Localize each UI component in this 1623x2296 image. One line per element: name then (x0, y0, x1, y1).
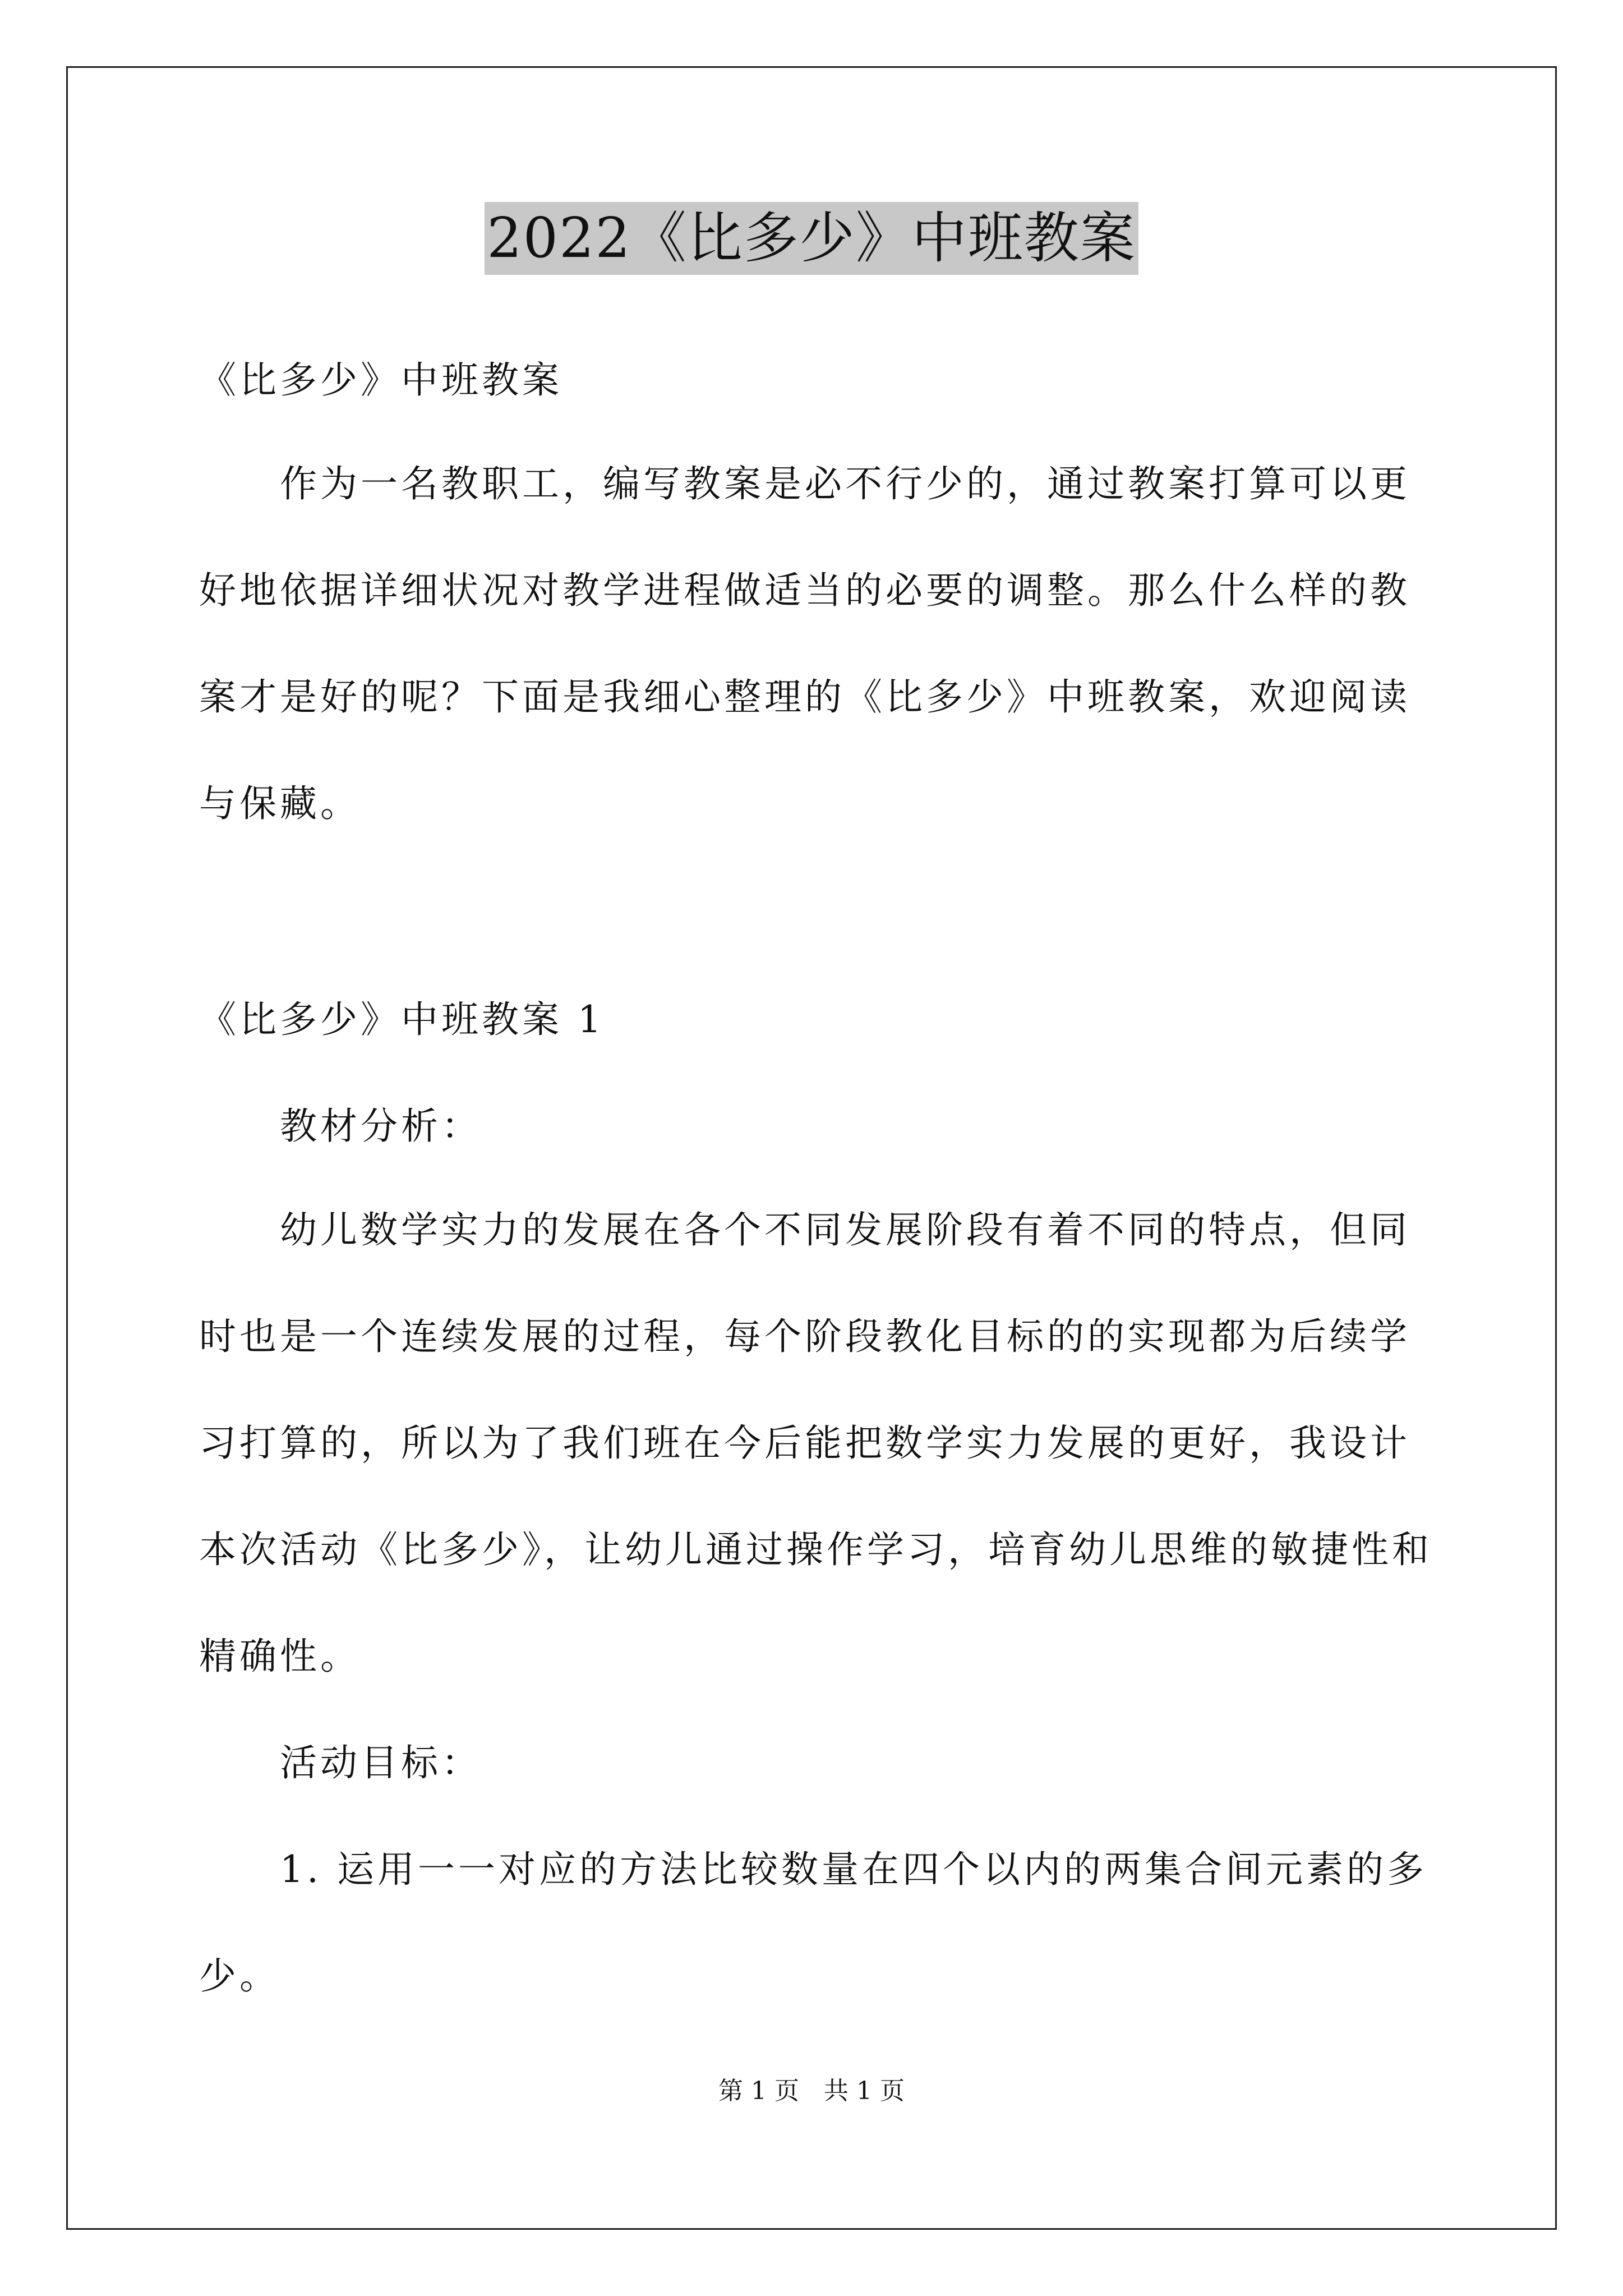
subtitle: 《比多少》中班教案 (199, 358, 562, 402)
page-footer: 第 1 页 共 1 页 (718, 2077, 905, 2105)
goal-line-1: 1. 运用一一对应的方法比较数量在四个以内的两集合间元素的多 (199, 1848, 1427, 1891)
analysis-label: 教材分析： (199, 1105, 482, 1148)
section-heading: 《比多少》中班教案 1 (199, 998, 605, 1041)
intro-line-4: 与保藏。 (199, 782, 361, 825)
analysis-line-3: 习打算的，所以为了我们班在今后能把数学实力发展的更好，我设计 (199, 1421, 1410, 1465)
analysis-line-1: 幼儿数学实力的发展在各个不同发展阶段有着不同的特点，但同 (199, 1208, 1410, 1251)
goals-label: 活动目标： (199, 1741, 482, 1784)
analysis-line-4: 本次活动《比多少》，让幼儿通过操作学习，培育幼儿思维的敏捷性和 (199, 1528, 1432, 1571)
intro-line-3: 案才是好的呢？下面是我细心整理的《比多少》中班教案，欢迎阅读 (199, 675, 1410, 719)
analysis-line-2: 时也是一个连续发展的过程，每个阶段教化目标的的实现都为后续学 (199, 1315, 1410, 1358)
intro-line-1: 作为一名教职工，编写教案是必不行少的，通过教案打算可以更 (199, 462, 1410, 505)
analysis-line-5: 精确性。 (199, 1635, 361, 1678)
intro-line-2: 好地依据详细状况对教学进程做适当的必要的调整。那么什么样的教 (199, 569, 1410, 612)
goal-line-2: 少。 (199, 1954, 280, 1998)
document-title: 2022《比多少》中班教案 (485, 202, 1138, 275)
title-container (0, 202, 1623, 275)
